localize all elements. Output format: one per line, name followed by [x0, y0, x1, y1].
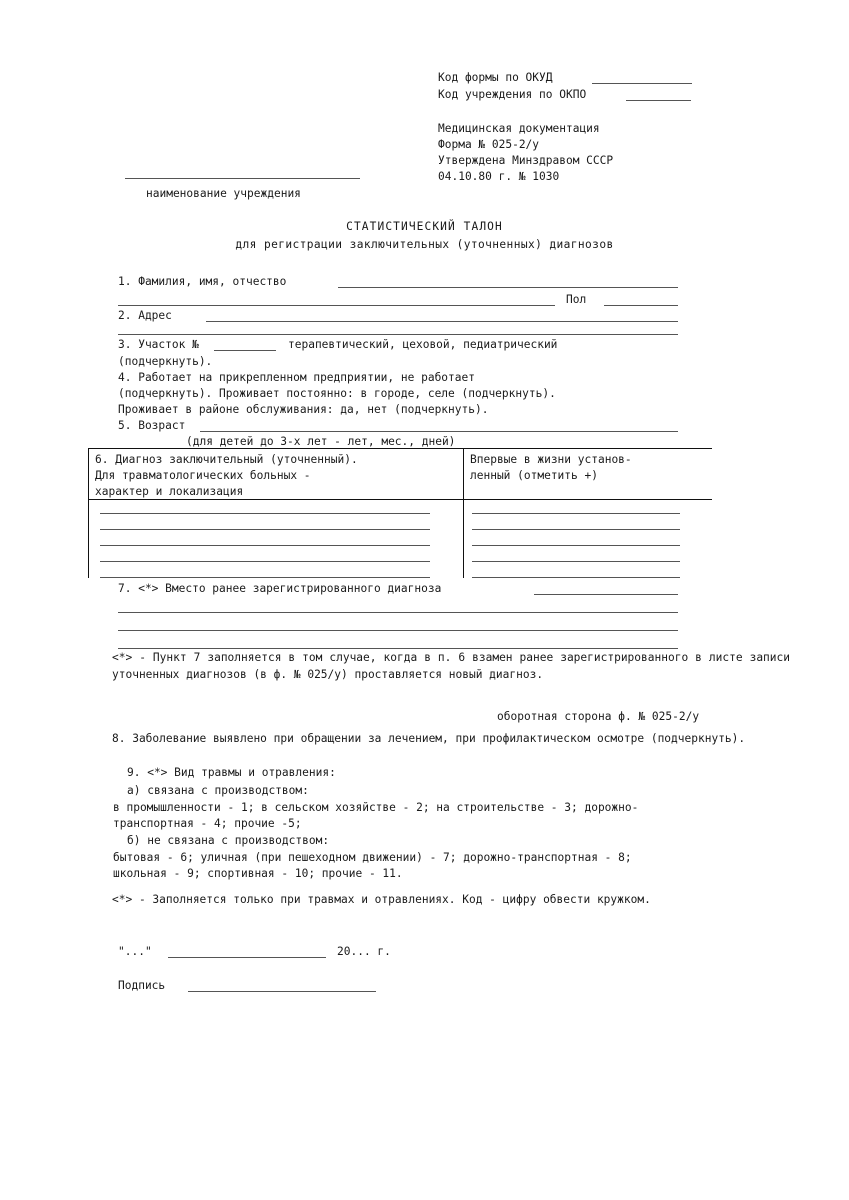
item9-b-label: б) не связана с производством: [127, 834, 330, 847]
table6-col1-write-line[interactable] [100, 545, 430, 546]
table6-col2-write-line[interactable] [472, 529, 680, 530]
item4-line2: (подчеркнуть). Проживает постоянно: в городе, селе (подчеркнуть). [118, 387, 556, 400]
table6-col1-write-line[interactable] [100, 561, 430, 562]
item1-name-blank[interactable] [338, 287, 678, 288]
table6-col2-line2: ленный (отметить +) [470, 469, 598, 482]
item7-label: 7. <*> Вместо ранее зарегистрированного диагноза [118, 582, 442, 595]
item3-label: 3. Участок № [118, 338, 199, 351]
form-code-okud-blank[interactable] [592, 83, 692, 84]
date-suffix: 20... г. [337, 945, 391, 958]
approved-by-label: Утверждена Минздравом СССР [438, 154, 614, 167]
item9-a-label: а) связана с производством: [127, 784, 309, 797]
item7-write-line[interactable] [118, 630, 678, 631]
item5-age-blank[interactable] [200, 431, 678, 432]
table6-col2-write-line[interactable] [472, 577, 680, 578]
item4-line3: Проживает в районе обслуживания: да, нет (подчеркнуть). [118, 403, 489, 416]
page-subtitle: для регистрации заключительных (уточненных) диагнозов [235, 238, 614, 251]
item1-sex-blank[interactable] [604, 305, 678, 306]
date-blank[interactable] [168, 957, 326, 958]
signature-blank[interactable] [188, 991, 376, 992]
footnote-item7 [112, 650, 790, 683]
table6-col2-write-line[interactable] [472, 561, 680, 562]
item3-options: терапевтический, цеховой, педиатрический [288, 338, 558, 351]
table6-col1-line3: характер и локализация [95, 485, 244, 498]
item7-write-line[interactable] [118, 648, 678, 649]
item3-underline-note: (подчеркнуть). [118, 355, 213, 368]
item9-heading: 9. <*> Вид травмы и отравления: [127, 766, 336, 779]
footnote-item9 [112, 892, 790, 909]
table6-col1-line1: 6. Диагноз заключительный (уточненный). [95, 453, 358, 466]
footnote-item7-text: <*> - Пункт 7 заполняется в том случае, когда в п. 6 взамен ранее зарегистрированного в листе записи уточненных диагнозов (в ф. № 025/у) проставляется новый диагноз. [112, 651, 790, 681]
table6-top-border [88, 448, 712, 449]
table6-col1-line2: Для травматологических больных - [95, 469, 311, 482]
item2-address-blank-line2[interactable] [118, 334, 678, 335]
item8-text-span: 8. Заболевание выявлено при обращении за лечением, при профилактическом осмотре (подчеркнуть). [112, 732, 746, 745]
item9-b-list-line2: школьная - 9; спортивная - 10; прочие - 11. [113, 867, 403, 880]
approved-date-label: 04.10.80 г. № 1030 [438, 170, 560, 183]
table6-col1-write-line[interactable] [100, 529, 430, 530]
institution-code-okpo-blank[interactable] [626, 100, 691, 101]
item7-blank[interactable] [534, 594, 678, 595]
item3-uchastok-blank[interactable] [214, 350, 276, 351]
medical-documentation-label: Медицинская документация [438, 122, 600, 135]
table6-left-border [88, 448, 89, 578]
signature-label: Подпись [118, 979, 166, 992]
table6-col2-write-line[interactable] [472, 545, 680, 546]
item1-sex-label: Пол [566, 293, 587, 306]
item9-a-list-line2: транспортная - 4; прочие -5; [113, 817, 302, 830]
table6-col1-write-line[interactable] [100, 577, 430, 578]
item2-address-blank[interactable] [206, 321, 678, 322]
table6-column-divider [463, 448, 464, 578]
institution-name-blank[interactable] [125, 178, 360, 179]
table6-col2-line1: Впервые в жизни установ- [470, 453, 632, 466]
institution-code-okpo-label: Код учреждения по ОКПО [438, 88, 587, 101]
item9-b-list-line1: бытовая - 6; уличная (при пешеходном движении) - 7; дорожно-транспортная - 8; [113, 851, 632, 864]
item4-line1: 4. Работает на прикрепленном предприятии, не работает [118, 371, 475, 384]
table6-col2-write-line[interactable] [472, 513, 680, 514]
institution-name-caption: наименование учреждения [146, 187, 301, 200]
footnote-item9-text: <*> - Заполняется только при травмах и отравлениях. Код - цифру обвести кружком. [112, 893, 651, 906]
item7-write-line[interactable] [118, 612, 678, 613]
form-number-label: Форма № 025-2/у [438, 138, 540, 151]
page-title: СТАТИСТИЧЕСКИЙ ТАЛОН [346, 220, 503, 233]
table6-header-divider [88, 499, 712, 500]
reverse-side-label: оборотная сторона ф. № 025-2/у [497, 710, 700, 723]
date-prefix: "..." [118, 945, 152, 958]
item5-note: (для детей до 3-х лет - лет, мес., дней) [186, 435, 456, 448]
item1-name-blank-line2[interactable] [118, 305, 555, 306]
form-code-okud-label: Код формы по ОКУД [438, 71, 553, 84]
item9-a-list-line1: в промышленности - 1; в сельском хозяйстве - 2; на строительстве - 3; дорожно- [113, 801, 639, 814]
item5-label: 5. Возраст [118, 419, 186, 432]
table6-col1-write-line[interactable] [100, 513, 430, 514]
item1-label: 1. Фамилия, имя, отчество [118, 275, 287, 288]
item8-text [112, 731, 790, 748]
item2-label: 2. Адрес [118, 309, 172, 322]
